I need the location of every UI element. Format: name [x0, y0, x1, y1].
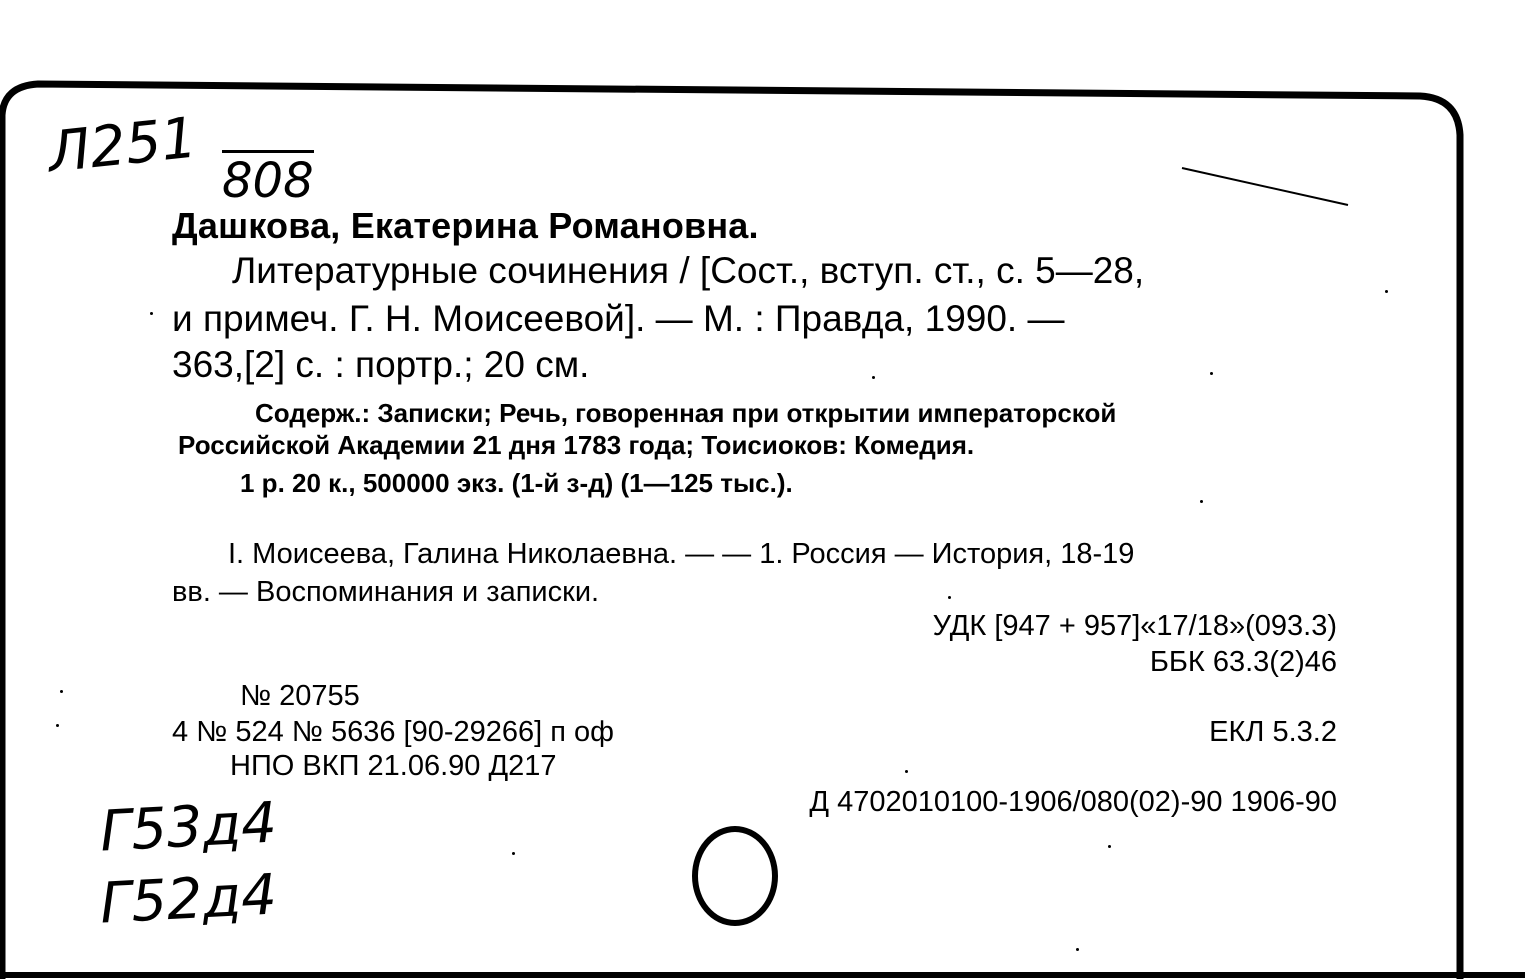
speck [905, 770, 908, 773]
handwritten-shelf-mark: Л251 [44, 105, 200, 186]
contents-line-1: Содерж.: Записки; Речь, говоренная при открытии императорской [255, 398, 1117, 428]
bbk-code: ББК 63.3(2)46 [1149, 646, 1337, 678]
contents-line-2: Российской Академии 21 дня 1783 года; Тоисиоков: Комедия. [178, 430, 975, 460]
speck [60, 690, 63, 693]
ekl-code: ЕКЛ 5.3.2 [1209, 716, 1337, 748]
udk-code: УДК [947 + 957]«17/18»(093.3) [932, 610, 1337, 642]
description-line-3: 363,[2] с. : портр.; 20 см. [172, 344, 590, 385]
handwritten-code-1: Г53д4 [98, 790, 279, 865]
handwritten-code-2: Г52д4 [98, 862, 279, 937]
speck [1385, 290, 1388, 293]
author-heading: Дашкова, Екатерина Романовна. [172, 205, 759, 246]
price-line: 1 р. 20 к., 500000 экз. (1-й з-д) (1—125 тыс.). [240, 468, 793, 498]
description-line-1: Литературные сочинения / [Сост., вступ. ст., с. 5—28, [232, 250, 1145, 291]
order-line: 4 № 524 № 5636 [90-29266] п оф [172, 716, 615, 748]
speck [872, 376, 875, 379]
npo-line: НПО ВКП 21.06.90 Д217 [230, 750, 557, 782]
speck [948, 596, 951, 599]
tracings-line-1: I. Моисеева, Галина Николаевна. — — 1. Россия — История, 18-19 [228, 538, 1135, 570]
speck [1210, 372, 1213, 375]
speck [56, 724, 59, 727]
speck [1200, 500, 1203, 503]
speck [1108, 845, 1111, 848]
description-line-2: и примеч. Г. Н. Моисеевой]. — М. : Правда, 1990. — [172, 298, 1065, 339]
speck [150, 312, 153, 315]
isbn-line: Д 4702010100-1906/080(02)-90 1906-90 [809, 786, 1337, 818]
handwritten-inventory-number: 808 [222, 150, 314, 205]
tracings-line-2: вв. — Воспоминания и записки. [172, 576, 600, 608]
speck [512, 852, 515, 855]
circle-mark [692, 826, 778, 926]
speck [1076, 948, 1079, 951]
card-number: № 20755 [240, 680, 360, 712]
